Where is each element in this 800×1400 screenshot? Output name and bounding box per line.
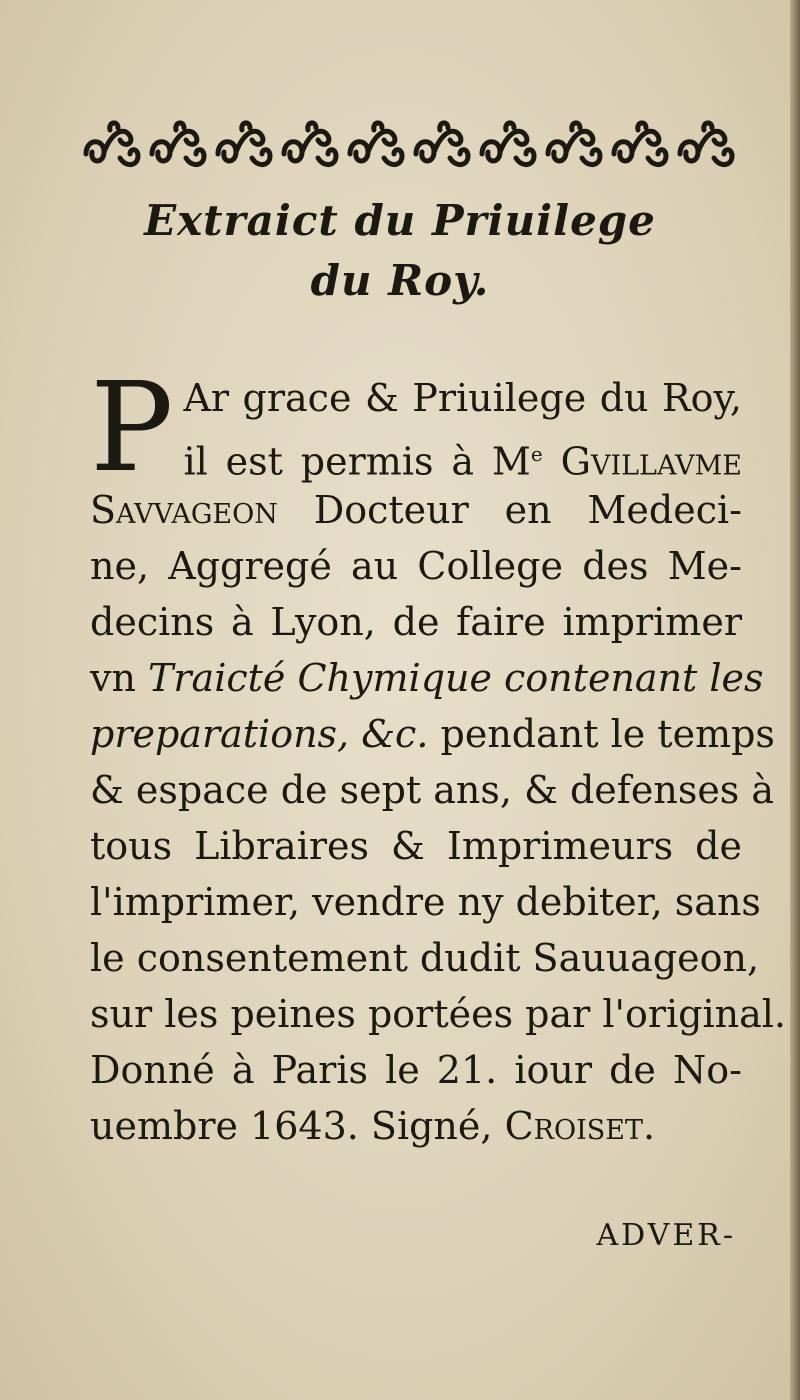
- text-line-6: vn Traicté Chymique contenant les: [90, 656, 764, 700]
- decorative-ornament-band: [80, 118, 740, 174]
- text-line-7: preparations, &c. pendant le temps: [90, 712, 775, 756]
- title-line-2: du Roy.: [310, 256, 490, 305]
- text-line-11: le consentement dudit Sauuageon,: [90, 936, 760, 980]
- text-line-14: uembre 1643. Signé, Croiset.: [90, 1104, 656, 1148]
- text-line-10: l'imprimer, vendre ny debiter, sans: [90, 880, 761, 924]
- text-line-2: il est permis à Me Gvillavme: [183, 439, 742, 484]
- text-line-8: & espace de sept ans, & defenses à: [90, 768, 775, 812]
- text-line-4: ne, Aggregé au College des Me-: [90, 544, 742, 588]
- drop-cap: P: [90, 356, 174, 500]
- text-line-13: Donné à Paris le 21. iour de No-: [90, 1048, 742, 1092]
- text-line-1: Ar grace & Priuilege du Roy,: [183, 376, 742, 420]
- text-line-3: Savvageon Docteur en Medeci-: [90, 488, 742, 532]
- title-line-1: Extraict du Priuilege: [144, 196, 656, 245]
- privilege-text: [90, 356, 787, 1154]
- text-line-9: tous Libraires & Imprimeurs de: [90, 824, 742, 868]
- text-line-12: sur les peines portées par l'original.: [90, 992, 787, 1036]
- text-line-5: decins à Lyon, de faire imprimer: [90, 600, 742, 644]
- catchword: ADVER-: [596, 1218, 736, 1253]
